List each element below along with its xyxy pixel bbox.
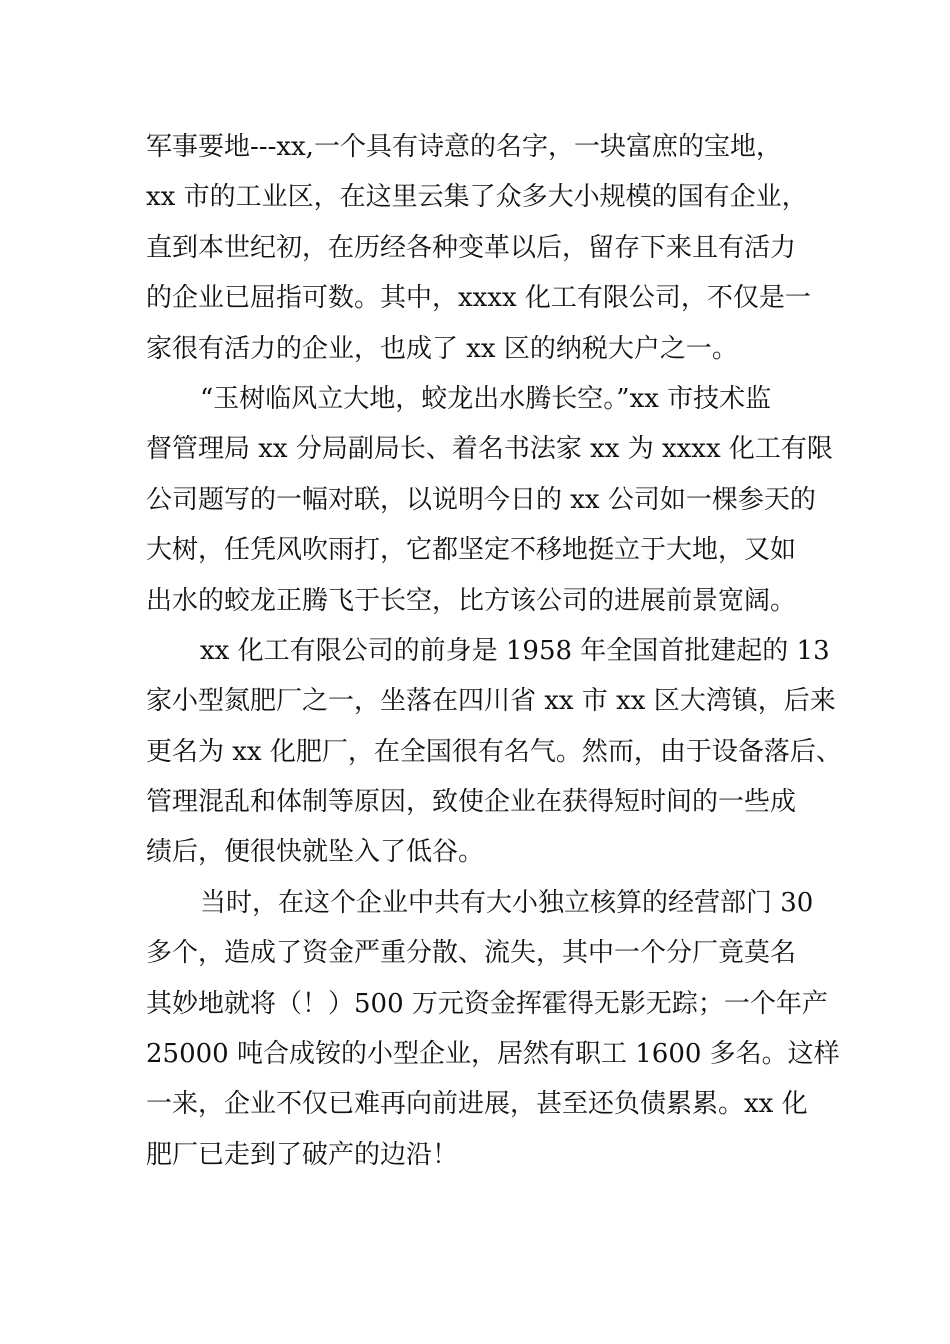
text-line: 公司题写的一幅对联，以说明今日的 xx 公司如一棵参天的	[146, 484, 816, 515]
paragraph-1	[146, 122, 822, 374]
text-line: 直到本世纪初，在历经各种变革以后，留存下来且有活力	[146, 232, 797, 263]
text-line: 的企业已屈指可数。其中，xxxx 化工有限公司，不仅是一	[146, 283, 811, 314]
paragraph-3	[146, 626, 842, 878]
text-line: 督管理局 xx 分局副局长、着名书法家 xx 为 xxxx 化工有限	[146, 434, 833, 465]
text-line: 家很有活力的企业，也成了 xx 区的纳税大户之一。	[146, 333, 738, 364]
text-line: 家小型氮肥厂之一，坐落在四川省 xx 市 xx 区大湾镇，后来	[146, 686, 836, 717]
text-line: 大树，任凭风吹雨打，它都坚定不移地挺立于大地，又如	[146, 535, 797, 566]
text-line: “玉树临风立大地，蛟龙出水腾长空。”xx 市技术监	[200, 383, 772, 414]
text-line: 25000 吨合成铵的小型企业，居然有职工 1600 多名。这样	[146, 1039, 840, 1070]
text-line: 肥厂已走到了破产的边沿！	[146, 1139, 459, 1170]
text-line: 绩后，便很快就坠入了低谷。	[146, 837, 485, 868]
text-line: 军事要地---xx,一个具有诗意的名字，一块富庶的宝地，	[146, 132, 782, 162]
text-line: xx 化工有限公司的前身是 1958 年全国首批建起的 13	[200, 635, 830, 666]
text-line: 出水的蛟龙正腾飞于长空，比方该公司的进展前景宽阔。	[146, 585, 797, 616]
text-line: 当时，在这个企业中共有大小独立核算的经营部门 30	[200, 887, 814, 918]
paragraph-2	[146, 374, 833, 626]
text-line: 多个，造成了资金严重分散、流失，其中一个分厂竟莫名	[146, 938, 797, 969]
text-line: 管理混乱和体制等原因，致使企业在获得短时间的一些成	[146, 787, 797, 818]
text-line: 一来，企业不仅已难再向前进展，甚至还负债累累。xx 化	[146, 1089, 808, 1120]
text-line: 其妙地就将（！）500 万元资金挥霍得无影无踪；一个年产	[146, 988, 828, 1019]
text-line: xx 市的工业区，在这里云集了众多大小规模的国有企业，	[146, 182, 808, 213]
text-line: 更名为 xx 化肥厂，在全国很有名气。然而，由于设备落后、	[146, 736, 842, 767]
paragraph-4	[146, 878, 840, 1180]
document-body	[146, 122, 842, 1180]
